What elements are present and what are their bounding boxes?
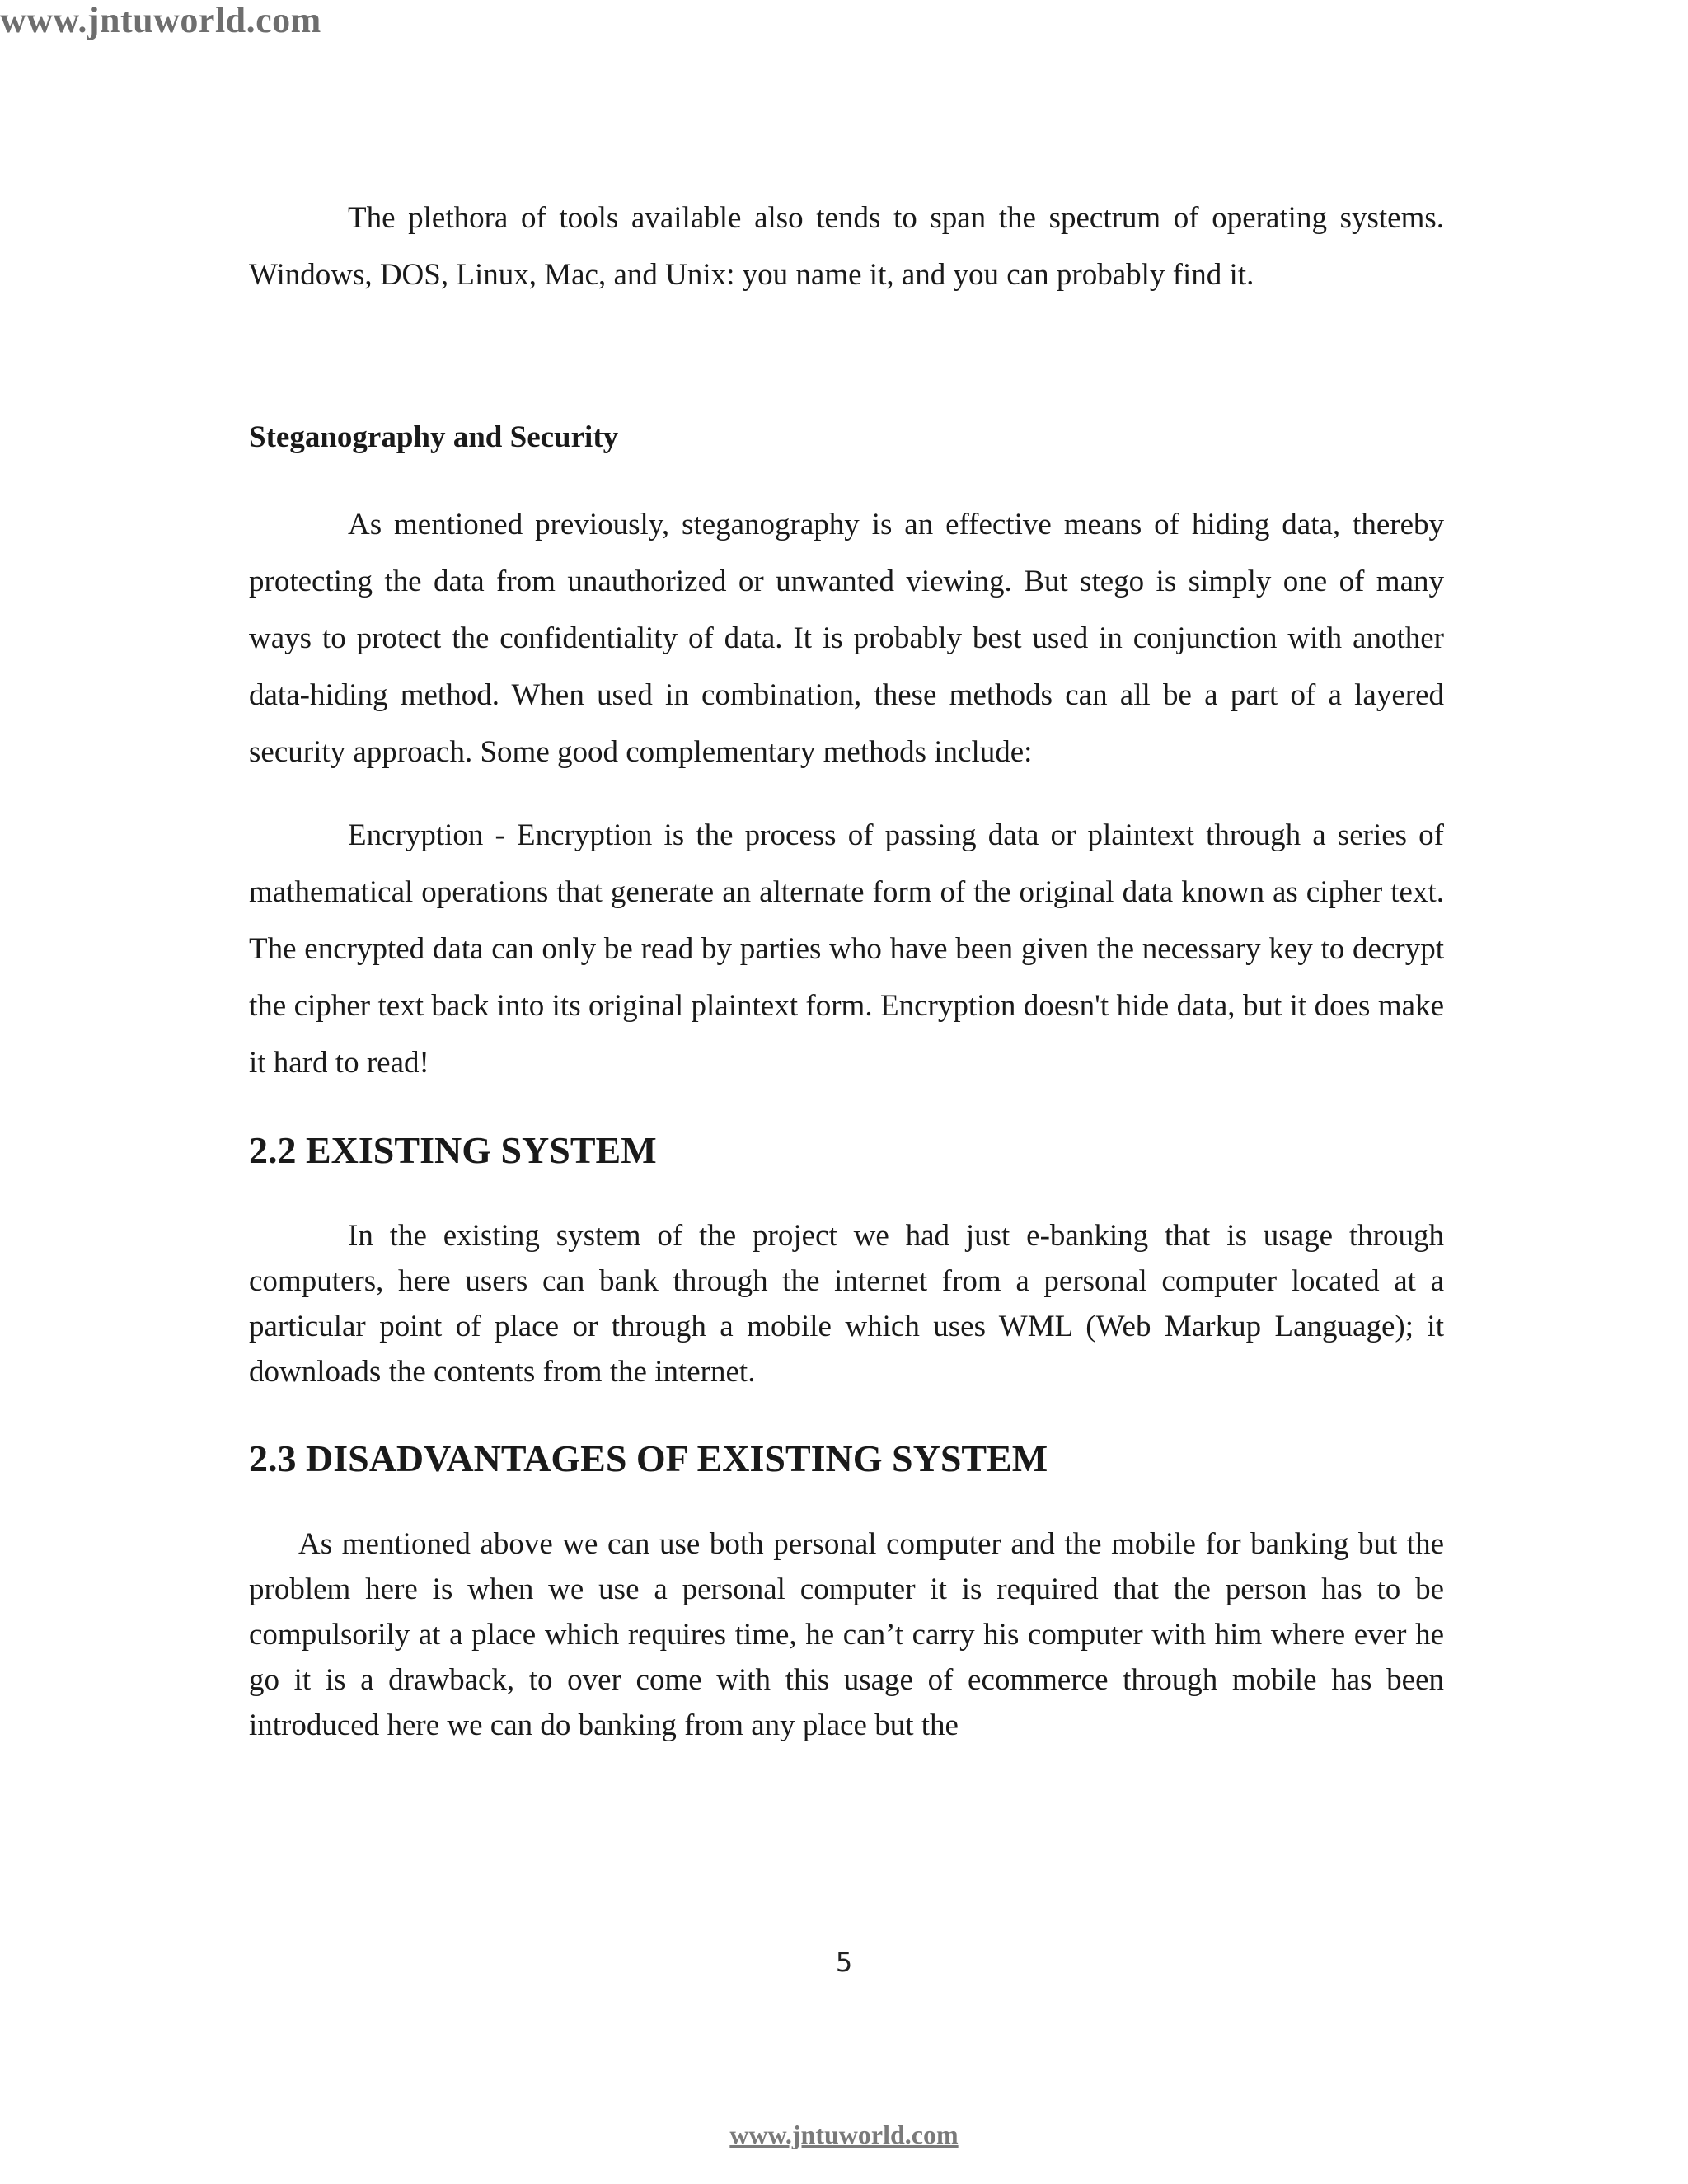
heading-disadvantages: 2.3 DISADVANTAGES OF EXISTING SYSTEM	[249, 1437, 1048, 1479]
paragraph-tools: The plethora of tools available also tends to span the spectrum of operating systems. Windows, DOS, Linux, Mac, and Unix: you name it, and you can probably find it.	[249, 201, 1444, 292]
spacer	[249, 458, 1444, 496]
heading-existing-system: 2.2 EXISTING SYSTEM	[249, 1129, 657, 1171]
footer-watermark-url: www.jntuworld.com	[729, 2120, 959, 2149]
paragraph-steganography: As mentioned previously, steganography is an effective means of hiding data, thereby protecting the data from unauthorized or unwanted viewing. But stego is simply one of many ways to protect the confidentiality of data. It is probably best used in conjunction with another data-hiding method. When used in combination, these methods can all be a part of a layered security approach. Some good complementary methods include:	[249, 508, 1444, 769]
paragraph-disadvantages: As mentioned above we can use both personal computer and the mobile for banking but the problem here is when we use a personal computer it is required that the person has to be compulsorily at a place which requires time, he can’t carry his computer with him where ever he go it is a drawback, to over come with this usage of ecommerce through mobile has been introduced here we can do banking from any place but the	[249, 1527, 1444, 1742]
header-watermark-url: www.jntuworld.com	[0, 0, 321, 40]
paragraph-existing-system: In the existing system of the project we had just e-banking that is usage through computers, here users can bank through the internet from a personal computer located at a particular point of place or through a mobile which uses WML (Web Markup Language); it downloads the contents from the internet.	[249, 1219, 1444, 1389]
spacer	[249, 1091, 1444, 1127]
page-content	[249, 190, 1444, 1748]
heading-steganography-security: Steganography and Security	[249, 420, 619, 454]
spacer	[249, 303, 1444, 417]
spacer	[249, 1174, 1444, 1213]
spacer	[249, 1482, 1444, 1521]
page-number: 5	[835, 1947, 853, 1978]
spacer	[249, 1394, 1444, 1436]
spacer	[249, 780, 1444, 807]
paragraph-encryption: Encryption - Encryption is the process of passing data or plaintext through a series of mathematical operations that generate an alternate form of the original data known as cipher text. The encrypted data can only be read by parties who have been given the necessary key to decrypt the cipher text back into its original plaintext form. Encryption doesn't hide data, but it does make it hard to read!	[249, 818, 1444, 1080]
